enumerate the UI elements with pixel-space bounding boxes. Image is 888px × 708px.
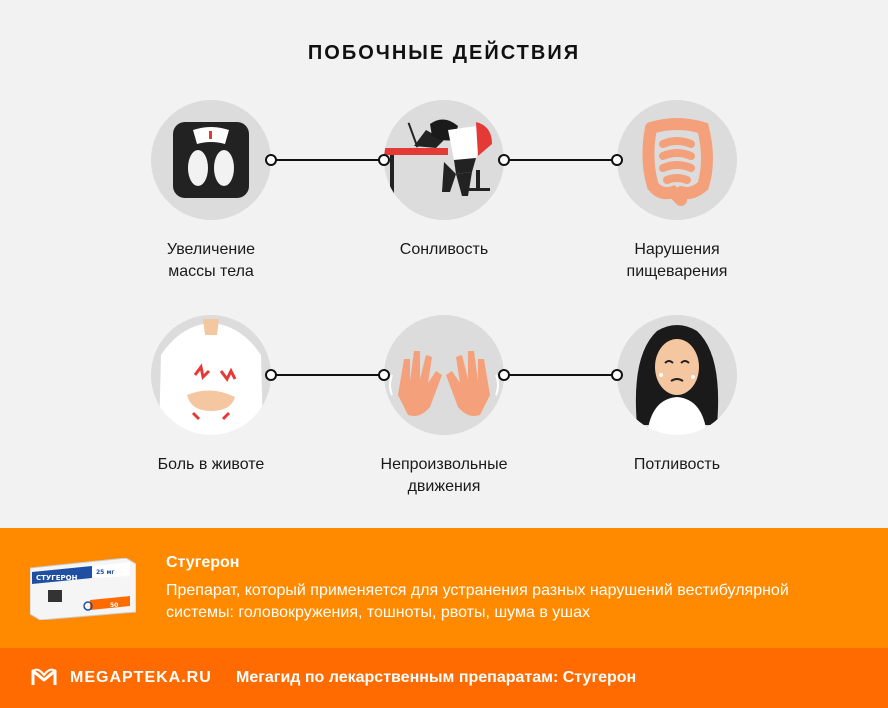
effect-label-drowsiness (344, 239, 544, 261)
connector-dot (498, 154, 510, 166)
connector-dot (611, 154, 623, 166)
footer-tagline: Мегагид по лекарственным препаратам: Стугерон (236, 669, 637, 686)
sweating-woman-icon (617, 315, 737, 435)
connector-dot (265, 369, 277, 381)
sleeping-at-desk-icon (384, 100, 504, 220)
trembling-hands-icon (384, 315, 504, 435)
connector-dot (378, 154, 390, 166)
effect-label-sweating (577, 454, 777, 476)
effect-label-line: Сонливость (399, 241, 489, 258)
connector-line (271, 374, 389, 376)
effect-label-stomach-pain (111, 454, 311, 476)
drug-name: Стугерон (166, 554, 240, 571)
connector-dot (265, 154, 277, 166)
drug-package-image (30, 558, 136, 620)
pack-count: 50 (110, 602, 119, 609)
effect-label-line: пищеварения (626, 263, 728, 280)
page-title: ПОБОЧНЫЕ ДЕЙСТВИЯ (307, 42, 581, 64)
brand-link[interactable]: MEGAPTEKA.RU (70, 669, 212, 686)
connector-dot (611, 369, 623, 381)
effect-label-involuntary-movements (344, 454, 544, 498)
effect-label-line: Увеличение (166, 241, 256, 258)
connector-line (504, 374, 622, 376)
effect-label-line: движения (407, 478, 481, 495)
megapteka-logo-icon[interactable] (30, 665, 58, 689)
effect-label-line: массы тела (168, 263, 254, 280)
effect-label-digestive (577, 239, 777, 283)
connector-dot (498, 369, 510, 381)
bathroom-scale-icon (151, 100, 271, 220)
pack-label: СТУГЕРОН (36, 574, 78, 582)
drug-description: Препарат, который применяется для устранения разных нарушений вестибулярной системы: головокружения, тошноты, рвоты, шума в ушах (166, 582, 789, 621)
connector-line (504, 159, 622, 161)
effect-label-line: Нарушения (634, 241, 720, 258)
effect-label-weight-gain (111, 239, 311, 283)
intestines-icon (617, 100, 737, 220)
effect-label-line: Непроизвольные (380, 456, 508, 473)
connector-dot (378, 369, 390, 381)
effect-label-line: Потливость (633, 456, 721, 473)
connector-line (271, 159, 389, 161)
pack-dose: 25 мг (96, 569, 115, 576)
effect-label-line: Боль в животе (157, 456, 265, 473)
stomach-pain-icon (151, 315, 271, 435)
